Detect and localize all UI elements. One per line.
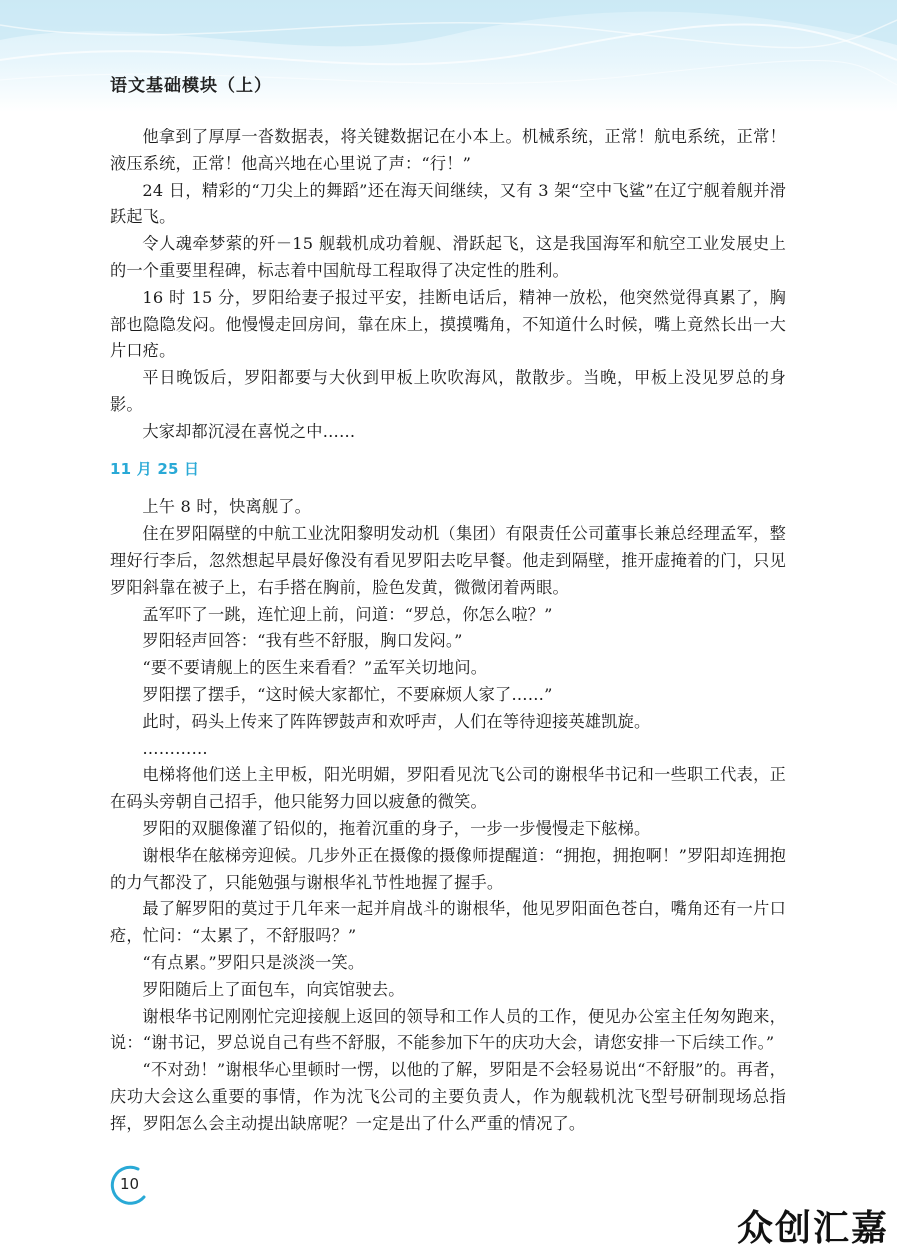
paragraph: 令人魂牵梦萦的歼－15 舰载机成功着舰、滑跃起飞，这是我国海军和航空工业发展史上的一个重要里程碑，标志着中国航母工程取得了决定性的胜利。	[110, 234, 786, 280]
paragraph: 谢根华在舷梯旁迎候。几步外正在摄像的摄像师提醒道：“拥抱，拥抱啊！”罗阳却连拥抱的力气都没了，只能勉强与谢根华礼节性地握了握手。	[110, 845, 786, 892]
paragraph: 16 时 15 分，罗阳给妻子报过平安，挂断电话后，精神一放松，他突然觉得真累了，胸部也隐隐发闷。他慢慢走回房间，靠在床上，摸摸嘴角，不知道什么时候，嘴上竟然长出一大片口疮。	[110, 287, 786, 361]
header-band	[0, 0, 897, 112]
watermark: 众创汇嘉	[736, 1208, 889, 1249]
article-body	[110, 124, 786, 1137]
paragraph: “要不要请舰上的医生来看看？”孟军关切地问。	[142, 658, 488, 678]
paragraph: “不对劲！”谢根华心里顿时一愣，以他的了解，罗阳是不会轻易说出“不舒服”的。再者，庆功大会这么重要的事情，作为沈飞公司的主要负责人，作为舰载机沈飞型号研制现场总指挥，罗阳怎么会主动提出缺席呢？一定是出了什么严重的情况了。	[110, 1060, 786, 1133]
paragraph: 罗阳随后上了面包车，向宾馆驶去。	[142, 979, 405, 999]
ellipsis-separator: …………	[142, 738, 208, 758]
paragraph: 住在罗阳隔壁的中航工业沈阳黎明发动机（集团）有限责任公司董事长兼总经理孟军，整理好行李后，忽然想起早晨好像没有看见罗阳去吃早餐。他走到隔壁，推开虚掩着的门，只见罗阳斜靠在被子上，右手搭在胸前，脸色发黄，微微闭着两眼。	[110, 524, 786, 597]
date-heading: 11 月 25 日	[110, 459, 200, 478]
paragraph: 罗阳摆了摆手，“这时候大家都忙，不要麻烦人家了……”	[142, 684, 553, 704]
paragraph: 电梯将他们送上主甲板，阳光明媚，罗阳看见沈飞公司的谢根华书记和一些职工代表，正在码头旁朝自己招手，他只能努力回以疲惫的微笑。	[110, 765, 786, 812]
paragraph: 罗阳轻声回答：“我有些不舒服，胸口发闷。”	[142, 631, 463, 651]
page-number: 10	[120, 1175, 140, 1193]
book-title: 语文基础模块（上）	[110, 76, 272, 96]
paragraph: 上午 8 时，快离舰了。	[142, 497, 312, 517]
paragraph: 此时，码头上传来了阵阵锣鼓声和欢呼声，人们在等待迎接英雄凯旋。	[142, 711, 651, 731]
paragraph: 谢根华书记刚刚忙完迎接舰上返回的领导和工作人员的工作，便见办公室主任匆匆跑来，说：“谢书记，罗总说自己有些不舒服，不能参加下午的庆功大会，请您安排一下后续工作。”	[110, 1006, 786, 1053]
paragraph: 24 日，精彩的“刀尖上的舞蹈”还在海天间继续，又有 3 架“空中飞鲨”在辽宁舰着舰并滑跃起飞。	[110, 180, 786, 227]
paragraph: 他拿到了厚厚一沓数据表，将关键数据记在小本上。机械系统，正常！航电系统，正常！液压系统，正常！他高兴地在心里说了声：“行！”	[110, 127, 786, 173]
paragraph: 罗阳的双腿像灌了铅似的，拖着沉重的身子，一步一步慢慢走下舷梯。	[142, 818, 651, 838]
paragraph: 平日晚饭后，罗阳都要与大伙到甲板上吹吹海风，散散步。当晚，甲板上没见罗总的身影。	[110, 368, 786, 414]
paragraph: 孟军吓了一跳，连忙迎上前，问道：“罗总，你怎么啦？”	[142, 604, 553, 624]
paragraph: 大家却都沉浸在喜悦之中……	[142, 421, 356, 441]
paragraph: 最了解罗阳的莫过于几年来一起并肩战斗的谢根华，他见罗阳面色苍白，嘴角还有一片口疮，忙问：“太累了，不舒服吗？”	[110, 899, 786, 946]
page-number-badge	[108, 1163, 152, 1207]
paragraph: “有点累。”罗阳只是淡淡一笑。	[142, 952, 365, 972]
